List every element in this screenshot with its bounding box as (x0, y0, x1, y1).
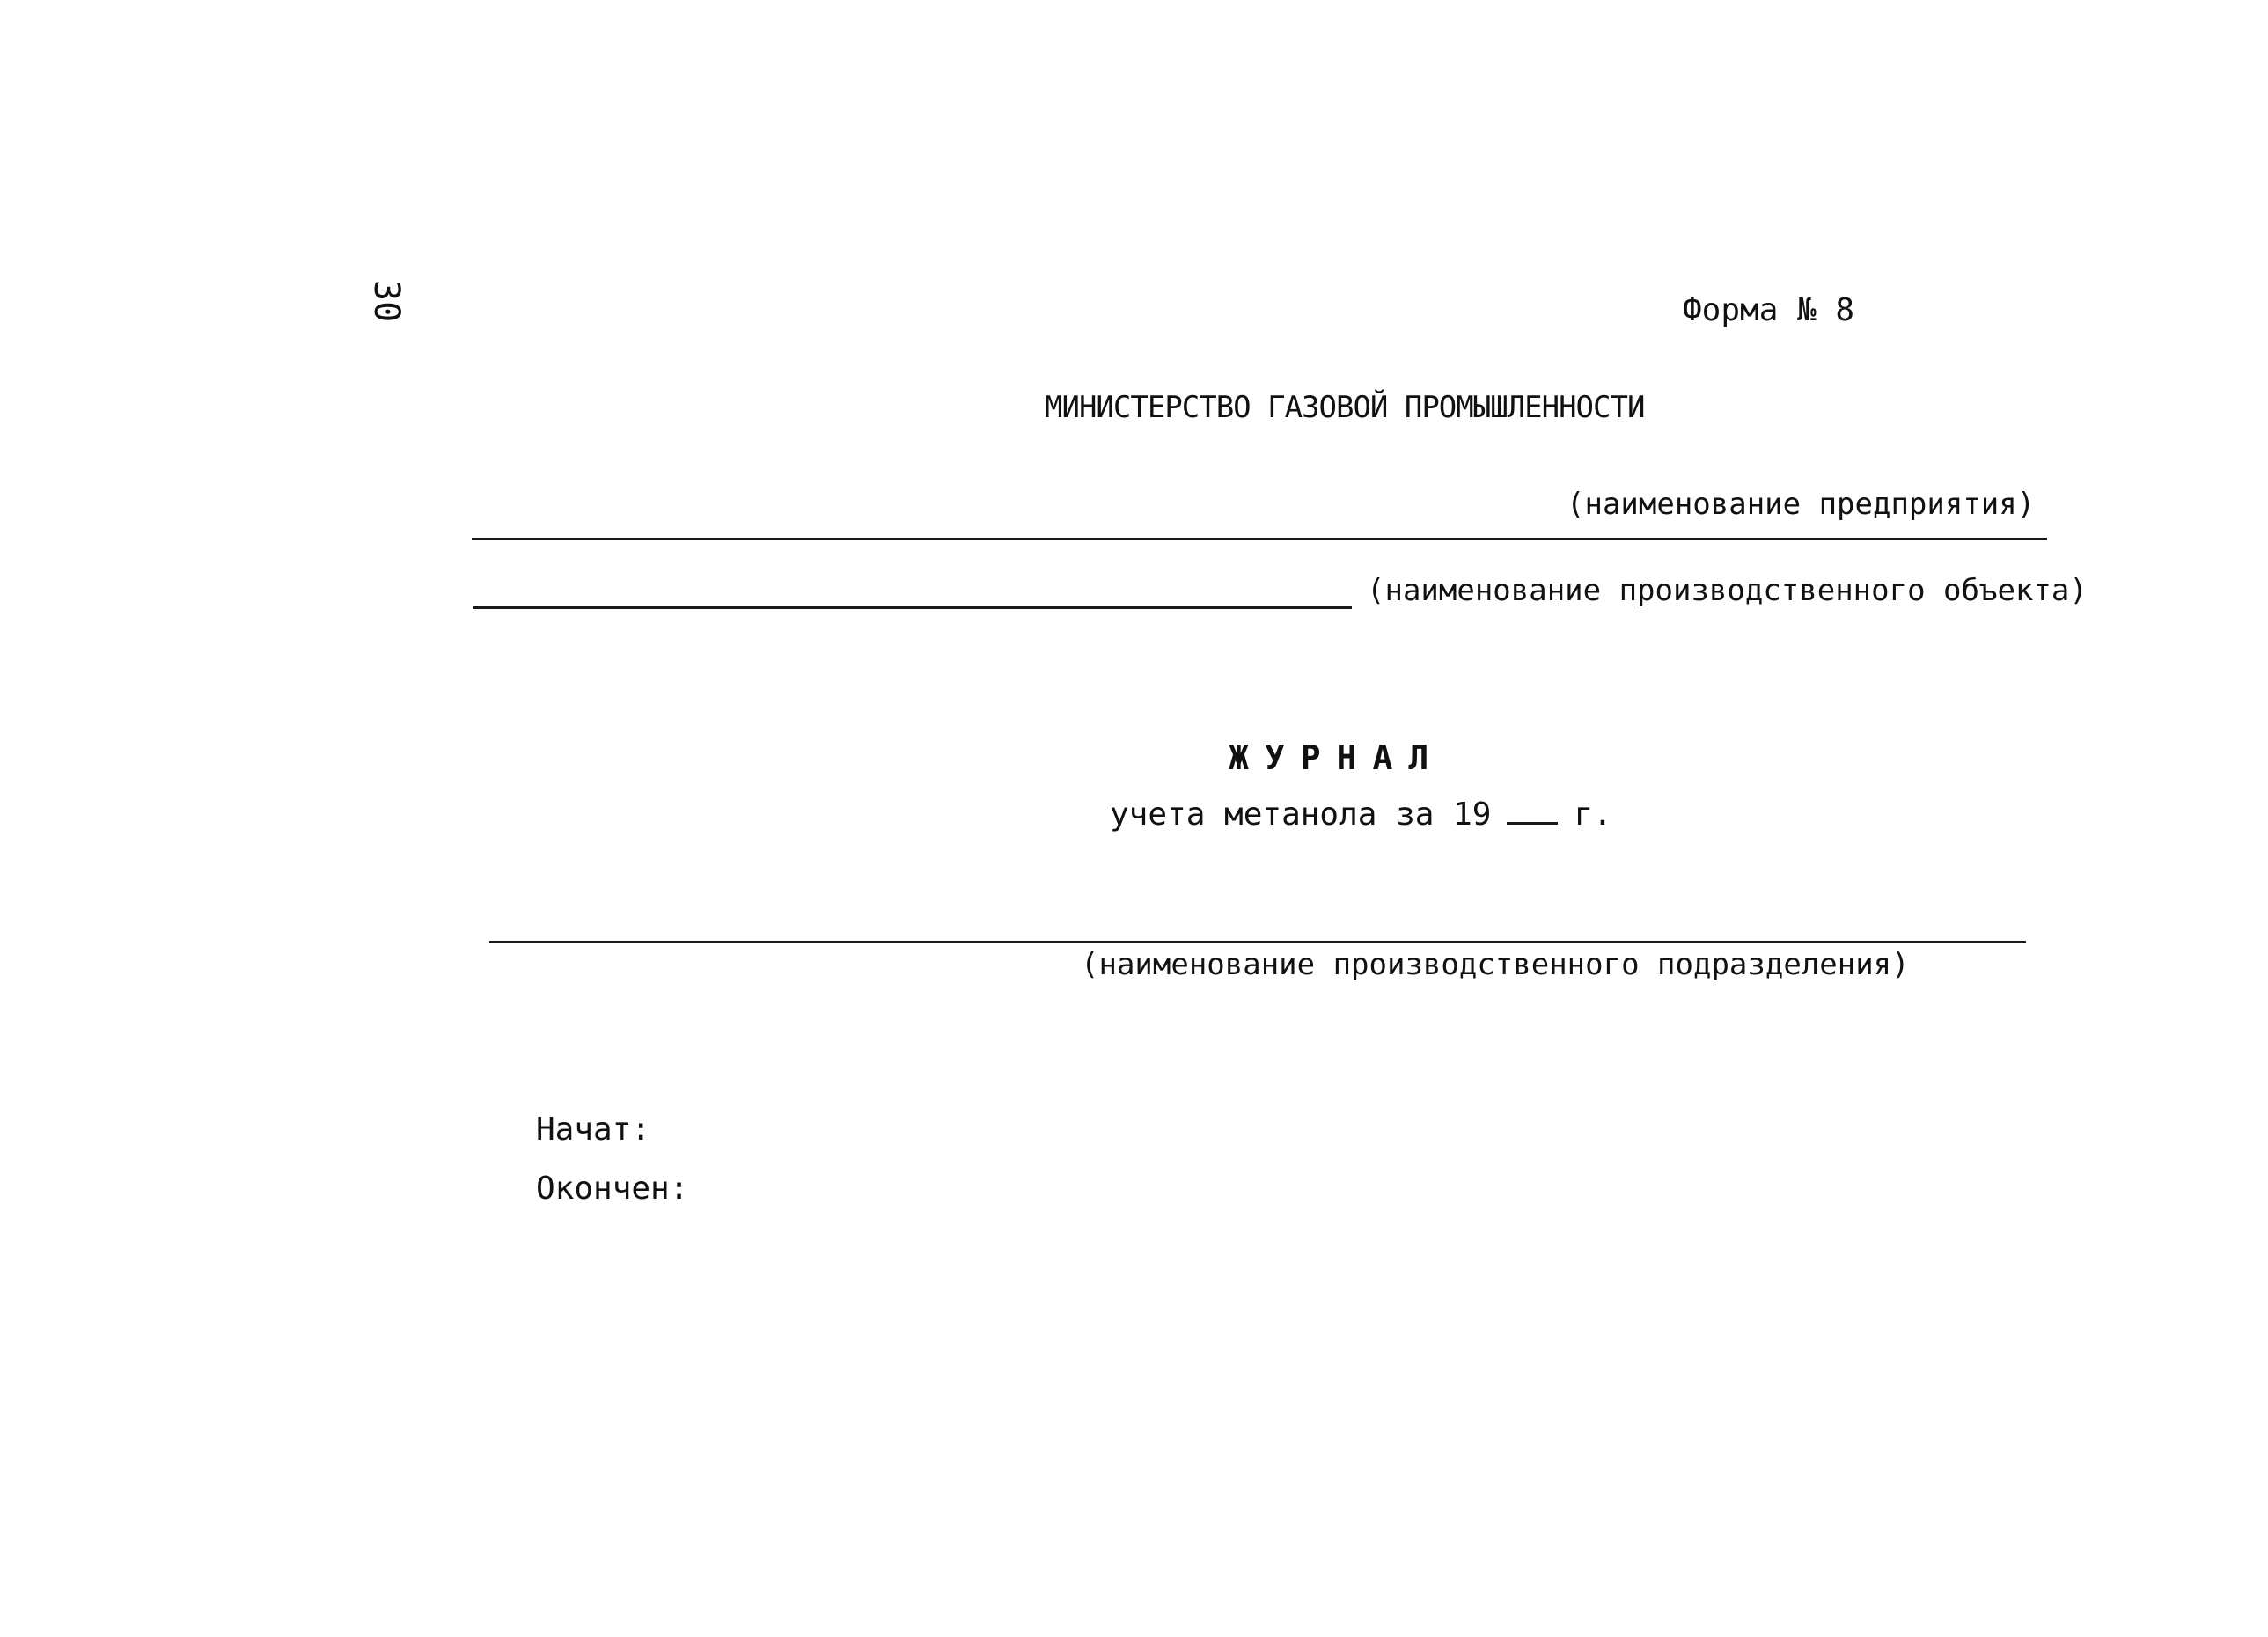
production-subdivision-caption: (наименование производственного подразделения) (1081, 947, 1910, 982)
journal-title: ЖУРНАЛ (1229, 738, 1445, 777)
journal-subtitle (1110, 796, 1612, 833)
production-object-caption: (наименование производственного объекта) (1367, 573, 2088, 608)
enterprise-name-caption: (наименование предприятия) (1567, 487, 2036, 522)
journal-subtitle-prefix: учета метанола за 19 (1110, 796, 1492, 833)
year-blank-line (1507, 796, 1558, 825)
started-label: Начат: (536, 1112, 651, 1148)
ministry-heading: МИНИСТЕРСТВО ГАЗОВОЙ ПРОМЫШЛЕННОСТИ (1045, 390, 1645, 425)
page-number: 30 (366, 280, 407, 323)
enterprise-name-line (472, 538, 2047, 540)
finished-label: Окончен: (536, 1171, 689, 1207)
production-subdivision-line (489, 941, 2026, 943)
journal-subtitle-suffix: г. (1574, 796, 1612, 833)
form-number: Форма № 8 (1683, 292, 1855, 328)
production-object-line (473, 606, 1352, 609)
